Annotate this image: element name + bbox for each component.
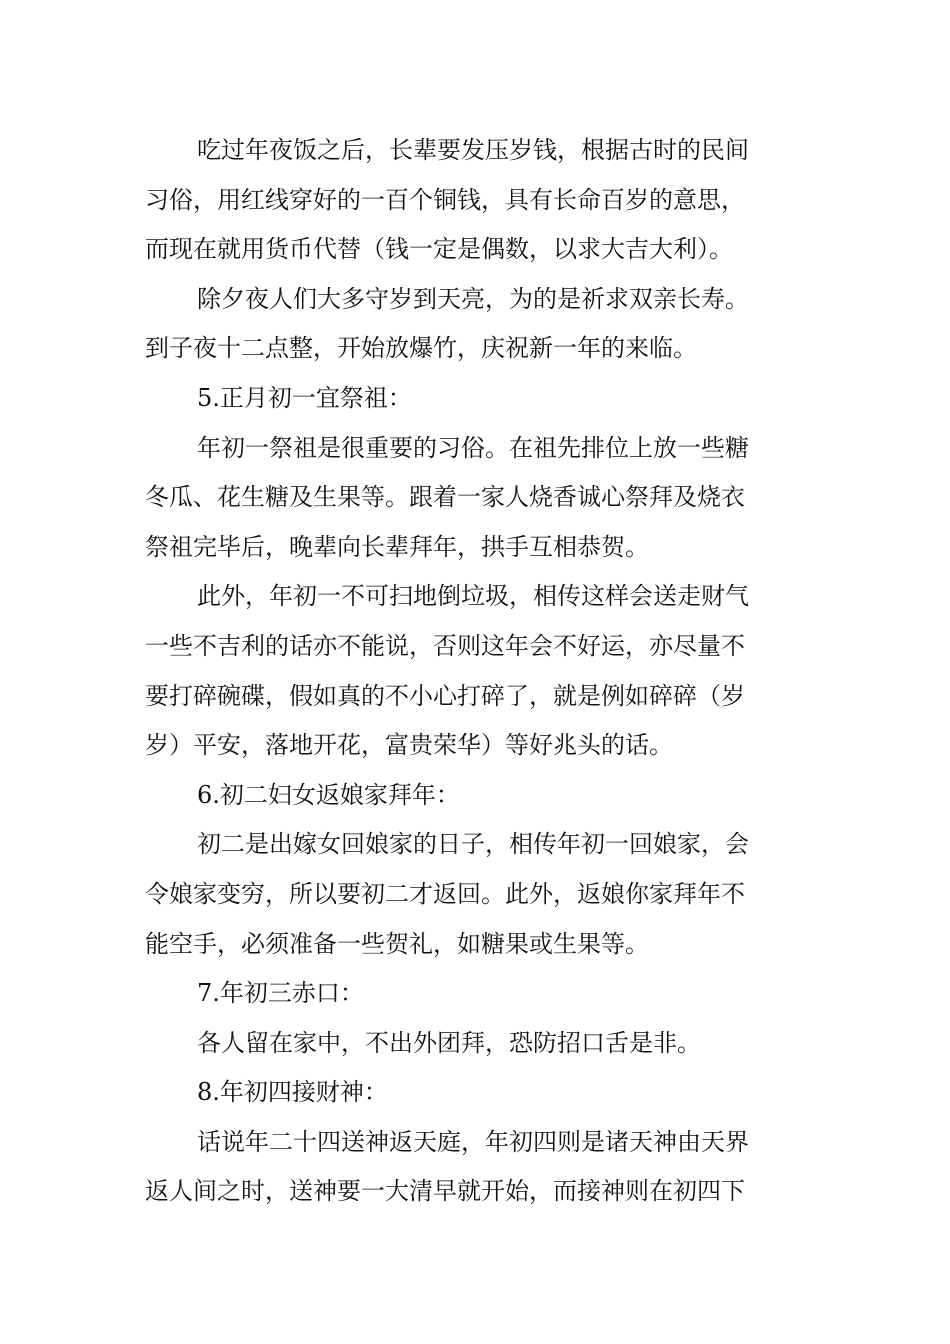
text-line: 岁）平安，落地开花，富贵荣华）等好兆头的话。 bbox=[145, 731, 673, 760]
text-line: 冬瓜、花生糖及生果等。跟着一家人烧香诚心祭拜及烧衣 bbox=[145, 483, 745, 512]
text-line: 除夕夜人们大多守岁到天亮，为的是祈求双亲长寿。 bbox=[197, 284, 749, 313]
text-line: 此外，年初一不可扫地倒垃圾，相传这样会送走财气 bbox=[197, 582, 749, 611]
text-line: 到子夜十二点整，开始放爆竹，庆祝新一年的来临。 bbox=[145, 334, 697, 363]
document-body bbox=[145, 126, 810, 1217]
text-line: 吃过年夜饭之后，长辈要发压岁钱，根据古时的民间 bbox=[197, 136, 749, 164]
text-line: 返人间之时，送神要一大清早就开始，而接神则在初四下 bbox=[145, 1177, 745, 1206]
text-line: 习俗，用红线穿好的一百个铜钱，具有长命百岁的意思， bbox=[145, 185, 745, 214]
text-line: 要打碎碗碟，假如真的不小心打碎了，就是例如碎碎（岁 bbox=[145, 681, 745, 710]
section-heading: 5.正月初一宜祭祖： bbox=[197, 383, 412, 412]
section-heading: 7.年初三赤口： bbox=[197, 979, 364, 1008]
text-line: 祭祖完毕后，晚辈向长辈拜年，拱手互相恭贺。 bbox=[145, 532, 649, 561]
text-line: 一些不吉利的话亦不能说，否则这年会不好运，亦尽量不 bbox=[145, 631, 745, 660]
text-line: 令娘家变穷，所以要初二才返回。此外，返娘你家拜年不 bbox=[145, 879, 745, 908]
text-line: 话说年二十四送神返天庭，年初四则是诸天神由天界 bbox=[197, 1127, 749, 1156]
text-line: 年初一祭祖是很重要的习俗。在祖先排位上放一些糖 bbox=[197, 433, 749, 462]
text-line: 各人留在家中，不出外团拜，恐防招口舌是非。 bbox=[197, 1028, 701, 1057]
text-line: 初二是出嫁女回娘家的日子，相传年初一回娘家，会 bbox=[197, 830, 749, 859]
text-line: 能空手，必须准备一些贺礼，如糖果或生果等。 bbox=[145, 929, 649, 958]
text-line: 而现在就用货币代替（钱一定是偶数，以求大吉大利）。 bbox=[145, 235, 733, 264]
section-heading: 6.初二妇女返娘家拜年： bbox=[197, 780, 460, 809]
section-heading: 8.年初四接财神： bbox=[197, 1078, 388, 1107]
